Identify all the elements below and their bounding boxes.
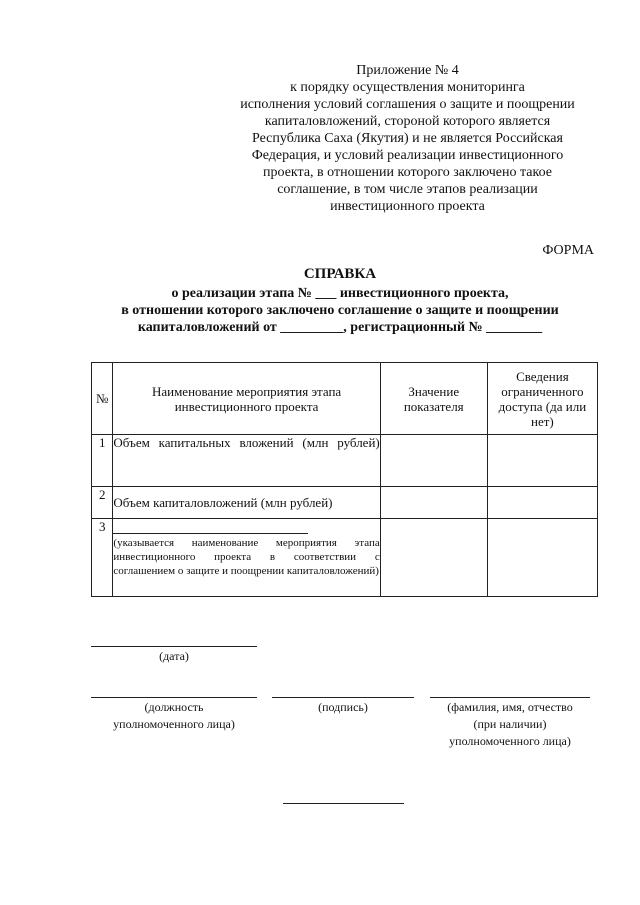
footer-line — [283, 803, 404, 804]
date-label: (дата) — [159, 649, 189, 663]
header-value: Значение показателя — [380, 363, 487, 435]
row-limited-cell[interactable] — [487, 435, 597, 487]
row-value-cell[interactable] — [380, 435, 487, 487]
header-num: № — [92, 363, 113, 435]
signature-caption — [272, 699, 414, 716]
appendix-line: инвестиционного проекта — [330, 199, 485, 214]
position-label: уполномоченного лица) — [113, 717, 235, 731]
row-num: 3 — [92, 519, 113, 597]
row-limited-cell[interactable] — [487, 487, 597, 519]
row-limited-cell[interactable] — [487, 519, 597, 597]
table-row — [92, 487, 598, 519]
signature-label: (подпись) — [318, 700, 368, 714]
title-main: СПРАВКА — [303, 266, 377, 282]
position-line[interactable] — [91, 697, 257, 698]
row-name-note: (указывается наименование мероприятия этапа инвестиционного проекта в соответствии с соглашением о защите и поощрении капиталовложений) — [113, 537, 380, 577]
date-caption — [91, 648, 257, 665]
row-name: Объем капиталовложений (млн рублей) — [113, 487, 380, 519]
appendix-line: к порядку осуществления мониторинга — [290, 80, 525, 95]
title-line: о реализации этапа № ___ инвестиционного проекта, — [171, 286, 509, 301]
position-label: (должность — [144, 700, 204, 714]
header-limited: Сведения ограниченного доступа (да или нет) — [487, 363, 597, 435]
row-value-cell[interactable] — [380, 487, 487, 519]
fullname-label: уполномоченного лица) — [449, 734, 571, 748]
appendix-line: капиталовложений, стороной которого является — [264, 114, 551, 129]
row-num: 1 — [92, 435, 113, 487]
appendix-header — [220, 62, 595, 215]
appendix-line: исполнения условий соглашения о защите и поощрении — [240, 97, 575, 112]
fullname-label: (при наличии) — [473, 717, 547, 731]
form-label: ФОРМА — [542, 243, 594, 258]
document-title — [60, 266, 620, 336]
row-num: 2 — [92, 487, 113, 519]
fullname-label: (фамилия, имя, отчество — [447, 700, 573, 714]
report-table — [91, 362, 598, 597]
table-row — [92, 435, 598, 487]
row-value-cell[interactable] — [380, 519, 487, 597]
table-row — [92, 519, 598, 597]
appendix-line: Приложение № 4 — [356, 63, 459, 78]
blank-fill-line[interactable] — [113, 519, 308, 534]
appendix-line: Федерация, и условий реализации инвестиционного — [251, 148, 564, 163]
appendix-line: соглашение, в том числе этапов реализации — [277, 182, 538, 197]
table-header-row — [92, 363, 598, 435]
title-line: в отношении которого заключено соглашение о защите и поощрении — [121, 303, 559, 318]
row-name-cell — [113, 519, 380, 597]
fullname-line[interactable] — [430, 697, 590, 698]
fullname-caption — [420, 699, 600, 750]
appendix-line: проекта, в отношении которого заключено такое — [263, 165, 552, 180]
appendix-line: Республика Саха (Якутия) и не является Российская — [252, 131, 563, 146]
header-name: Наименование мероприятия этапа инвестиционного проекта — [113, 363, 380, 435]
title-line: капиталовложений от _________, регистрационный № ________ — [137, 320, 543, 335]
row-name: Объем капитальных вложений (млн рублей) — [113, 435, 380, 487]
position-caption — [81, 699, 267, 733]
signature-line[interactable] — [272, 697, 414, 698]
date-line[interactable] — [91, 646, 257, 647]
